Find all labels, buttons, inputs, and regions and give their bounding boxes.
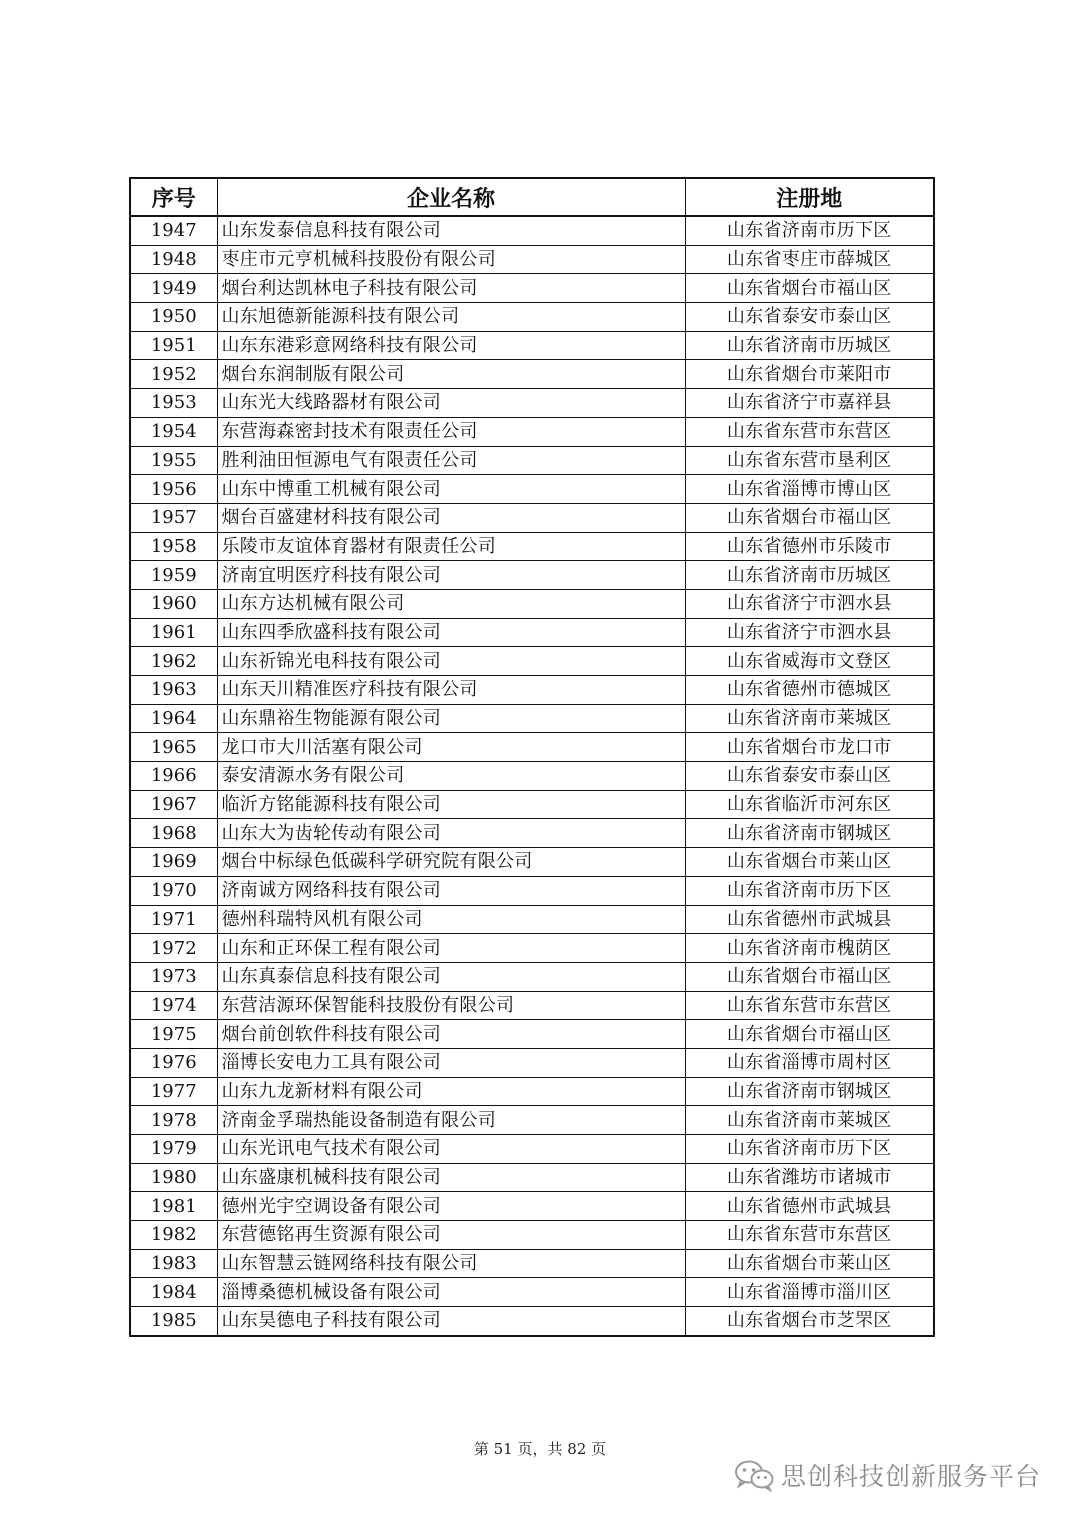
table-row	[130, 1106, 934, 1135]
cell-seq: 1963	[130, 676, 217, 705]
table-row	[130, 676, 934, 705]
cell-location: 山东省淄博市周村区	[685, 1048, 934, 1077]
cell-seq: 1953	[130, 389, 217, 418]
table-row	[130, 704, 934, 733]
cell-location: 山东省济南市历下区	[685, 876, 934, 905]
cell-seq: 1968	[130, 819, 217, 848]
cell-company-name: 东营海森密封技术有限责任公司	[217, 417, 685, 446]
cell-location: 山东省济南市槐荫区	[685, 934, 934, 963]
table-row	[130, 1135, 934, 1164]
company-table	[129, 177, 935, 1337]
cell-location: 山东省淄博市淄川区	[685, 1278, 934, 1307]
table-row	[130, 876, 934, 905]
cell-location: 山东省威海市文登区	[685, 647, 934, 676]
table-row	[130, 934, 934, 963]
cell-company-name: 东营洁源环保智能科技股份有限公司	[217, 991, 685, 1020]
cell-location: 山东省济宁市泗水县	[685, 618, 934, 647]
cell-seq: 1984	[130, 1278, 217, 1307]
cell-location: 山东省枣庄市薛城区	[685, 245, 934, 274]
cell-location: 山东省泰安市泰山区	[685, 303, 934, 332]
cell-company-name: 胜利油田恒源电气有限责任公司	[217, 446, 685, 475]
table-body	[130, 216, 934, 1336]
cell-location: 山东省济宁市泗水县	[685, 589, 934, 618]
cell-location: 山东省烟台市莱阳市	[685, 360, 934, 389]
cell-location: 山东省东营市垦利区	[685, 446, 934, 475]
cell-seq: 1965	[130, 733, 217, 762]
table-row	[130, 1249, 934, 1278]
cell-seq: 1970	[130, 876, 217, 905]
cell-company-name: 山东智慧云链网络科技有限公司	[217, 1249, 685, 1278]
cell-company-name: 济南宜明医疗科技有限公司	[217, 561, 685, 590]
cell-seq: 1949	[130, 274, 217, 303]
table-row	[130, 589, 934, 618]
cell-company-name: 临沂方铭能源科技有限公司	[217, 790, 685, 819]
cell-location: 山东省德州市乐陵市	[685, 532, 934, 561]
cell-company-name: 淄博桑德机械设备有限公司	[217, 1278, 685, 1307]
table-row	[130, 790, 934, 819]
table-row	[130, 1020, 934, 1049]
cell-company-name: 山东盛康机械科技有限公司	[217, 1163, 685, 1192]
cell-seq: 1983	[130, 1249, 217, 1278]
cell-seq: 1982	[130, 1221, 217, 1250]
cell-seq: 1978	[130, 1106, 217, 1135]
cell-seq: 1979	[130, 1135, 217, 1164]
cell-company-name: 东营德铭再生资源有限公司	[217, 1221, 685, 1250]
cell-seq: 1969	[130, 848, 217, 877]
table-row	[130, 647, 934, 676]
cell-seq: 1974	[130, 991, 217, 1020]
cell-location: 山东省济南市历城区	[685, 561, 934, 590]
cell-location: 山东省德州市德城区	[685, 676, 934, 705]
cell-location: 山东省德州市武城县	[685, 1192, 934, 1221]
cell-company-name: 乐陵市友谊体育器材有限责任公司	[217, 532, 685, 561]
cell-seq: 1964	[130, 704, 217, 733]
table-row	[130, 446, 934, 475]
cell-company-name: 济南金孚瑞热能设备制造有限公司	[217, 1106, 685, 1135]
table-row	[130, 331, 934, 360]
cell-seq: 1956	[130, 475, 217, 504]
cell-company-name: 山东光讯电气技术有限公司	[217, 1135, 685, 1164]
table-row	[130, 1163, 934, 1192]
cell-seq: 1955	[130, 446, 217, 475]
table-row	[130, 503, 934, 532]
header-row	[130, 178, 934, 216]
cell-seq: 1948	[130, 245, 217, 274]
cell-location: 山东省济南市莱城区	[685, 704, 934, 733]
cell-seq: 1972	[130, 934, 217, 963]
cell-location: 山东省东营市东营区	[685, 417, 934, 446]
cell-location: 山东省东营市东营区	[685, 991, 934, 1020]
table-row	[130, 475, 934, 504]
table-row	[130, 561, 934, 590]
cell-company-name: 德州光宇空调设备有限公司	[217, 1192, 685, 1221]
cell-seq: 1973	[130, 962, 217, 991]
cell-location: 山东省淄博市博山区	[685, 475, 934, 504]
cell-company-name: 淄博长安电力工具有限公司	[217, 1048, 685, 1077]
cell-seq: 1959	[130, 561, 217, 590]
cell-company-name: 山东大为齿轮传动有限公司	[217, 819, 685, 848]
cell-seq: 1961	[130, 618, 217, 647]
cell-location: 山东省济宁市嘉祥县	[685, 389, 934, 418]
table-row	[130, 1192, 934, 1221]
cell-location: 山东省济南市历下区	[685, 216, 934, 245]
table-row	[130, 1221, 934, 1250]
cell-location: 山东省临沂市河东区	[685, 790, 934, 819]
header-company-name: 企业名称	[217, 178, 685, 216]
table-row	[130, 245, 934, 274]
cell-location: 山东省济南市历下区	[685, 1135, 934, 1164]
cell-company-name: 山东天川精准医疗科技有限公司	[217, 676, 685, 705]
table-row	[130, 360, 934, 389]
cell-seq: 1951	[130, 331, 217, 360]
cell-location: 山东省济南市历城区	[685, 331, 934, 360]
watermark-text: 思创科技创新服务平台	[781, 1462, 1042, 1491]
cell-seq: 1985	[130, 1307, 217, 1336]
cell-company-name: 济南诚方网络科技有限公司	[217, 876, 685, 905]
cell-seq: 1952	[130, 360, 217, 389]
header-seq: 序号	[130, 178, 217, 216]
table-row	[130, 1278, 934, 1307]
cell-location: 山东省烟台市福山区	[685, 274, 934, 303]
cell-company-name: 山东和正环保工程有限公司	[217, 934, 685, 963]
cell-seq: 1957	[130, 503, 217, 532]
cell-company-name: 德州科瑞特风机有限公司	[217, 905, 685, 934]
table-row	[130, 905, 934, 934]
table-row	[130, 1077, 934, 1106]
cell-location: 山东省德州市武城县	[685, 905, 934, 934]
cell-company-name: 山东旭德新能源科技有限公司	[217, 303, 685, 332]
cell-seq: 1971	[130, 905, 217, 934]
cell-company-name: 烟台百盛建材科技有限公司	[217, 503, 685, 532]
table-row	[130, 1048, 934, 1077]
cell-seq: 1967	[130, 790, 217, 819]
table-row	[130, 1307, 934, 1336]
cell-seq: 1960	[130, 589, 217, 618]
cell-company-name: 山东光大线路器材有限公司	[217, 389, 685, 418]
table-row	[130, 389, 934, 418]
cell-location: 山东省烟台市龙口市	[685, 733, 934, 762]
cell-location: 山东省烟台市莱山区	[685, 848, 934, 877]
cell-company-name: 山东九龙新材料有限公司	[217, 1077, 685, 1106]
table-row	[130, 991, 934, 1020]
cell-seq: 1962	[130, 647, 217, 676]
header-location: 注册地	[685, 178, 934, 216]
table-row	[130, 819, 934, 848]
cell-seq: 1958	[130, 532, 217, 561]
table-header	[130, 178, 934, 216]
cell-location: 山东省烟台市芝罘区	[685, 1307, 934, 1336]
cell-company-name: 山东中博重工机械有限公司	[217, 475, 685, 504]
table-row	[130, 303, 934, 332]
cell-seq: 1954	[130, 417, 217, 446]
cell-seq: 1966	[130, 762, 217, 791]
table-row	[130, 762, 934, 791]
cell-location: 山东省烟台市福山区	[685, 962, 934, 991]
cell-company-name: 烟台前创软件科技有限公司	[217, 1020, 685, 1049]
table-row	[130, 733, 934, 762]
cell-location: 山东省济南市莱城区	[685, 1106, 934, 1135]
cell-seq: 1975	[130, 1020, 217, 1049]
table-row	[130, 417, 934, 446]
cell-company-name: 烟台利达凯林电子科技有限公司	[217, 274, 685, 303]
cell-location: 山东省烟台市莱山区	[685, 1249, 934, 1278]
cell-company-name: 山东东港彩意网络科技有限公司	[217, 331, 685, 360]
cell-company-name: 山东鼎裕生物能源有限公司	[217, 704, 685, 733]
cell-seq: 1976	[130, 1048, 217, 1077]
cell-location: 山东省烟台市福山区	[685, 1020, 934, 1049]
cell-company-name: 山东发泰信息科技有限公司	[217, 216, 685, 245]
cell-company-name: 山东真泰信息科技有限公司	[217, 962, 685, 991]
cell-location: 山东省济南市钢城区	[685, 819, 934, 848]
cell-company-name: 山东方达机械有限公司	[217, 589, 685, 618]
cell-seq: 1980	[130, 1163, 217, 1192]
cell-seq: 1977	[130, 1077, 217, 1106]
cell-company-name: 枣庄市元亨机械科技股份有限公司	[217, 245, 685, 274]
table-row	[130, 216, 934, 245]
cell-seq: 1947	[130, 216, 217, 245]
cell-company-name: 烟台东润制版有限公司	[217, 360, 685, 389]
cell-seq: 1950	[130, 303, 217, 332]
cell-company-name: 山东四季欣盛科技有限公司	[217, 618, 685, 647]
cell-location: 山东省潍坊市诸城市	[685, 1163, 934, 1192]
cell-location: 山东省泰安市泰山区	[685, 762, 934, 791]
cell-location: 山东省济南市钢城区	[685, 1077, 934, 1106]
cell-company-name: 龙口市大川活塞有限公司	[217, 733, 685, 762]
cell-company-name: 山东昊德电子科技有限公司	[217, 1307, 685, 1336]
table-row	[130, 848, 934, 877]
table-row	[130, 962, 934, 991]
watermark	[733, 1455, 1041, 1495]
table-row	[130, 532, 934, 561]
page-number: 第 51 页，共 82 页	[473, 1440, 607, 1458]
table-row	[130, 618, 934, 647]
cell-location: 山东省东营市东营区	[685, 1221, 934, 1250]
cell-company-name: 泰安清源水务有限公司	[217, 762, 685, 791]
wechat-icon	[733, 1458, 775, 1492]
cell-seq: 1981	[130, 1192, 217, 1221]
table-row	[130, 274, 934, 303]
cell-company-name: 烟台中标绿色低碳科学研究院有限公司	[217, 848, 685, 877]
cell-location: 山东省烟台市福山区	[685, 503, 934, 532]
cell-company-name: 山东祈锦光电科技有限公司	[217, 647, 685, 676]
